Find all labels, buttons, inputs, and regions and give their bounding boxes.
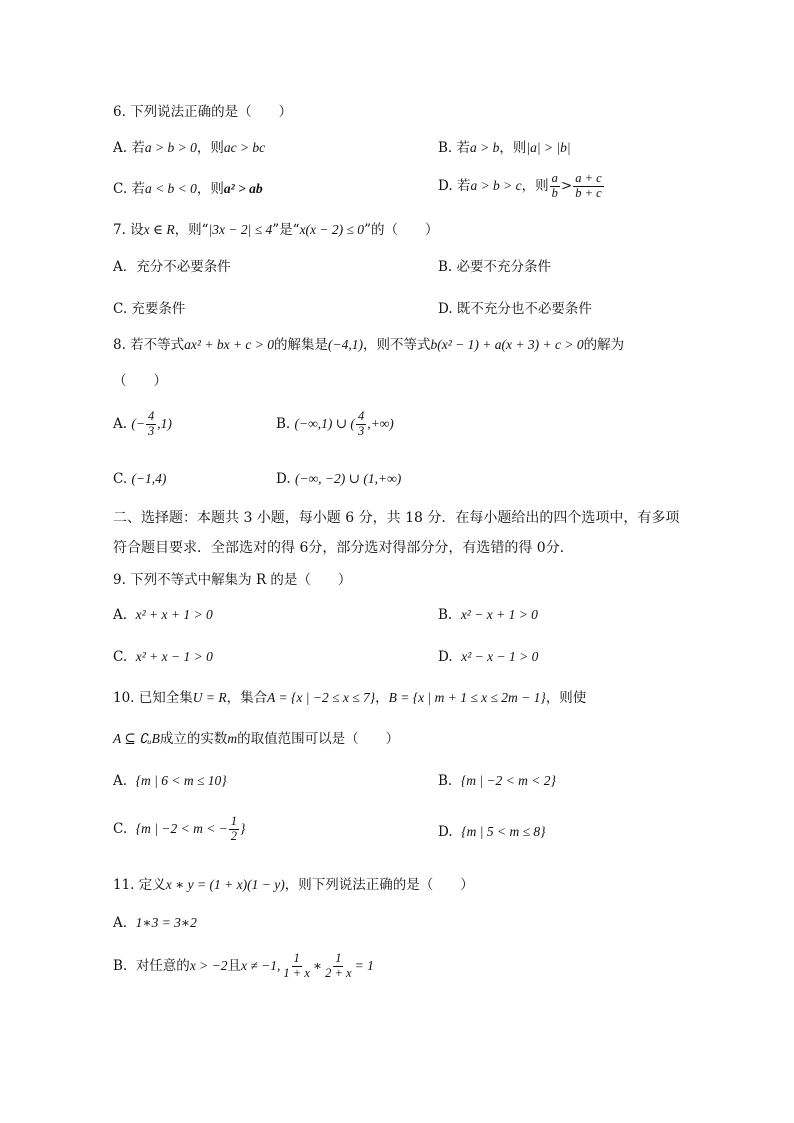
q10-option-b (438, 773, 556, 789)
option-label: D. (438, 177, 453, 194)
math-expr: (−4,1) (328, 337, 364, 352)
math-expr: = 1 (354, 957, 374, 973)
option-label: B. (113, 957, 128, 974)
stem-text: 11. 定义 (113, 877, 166, 893)
option-label: C. (113, 181, 128, 197)
fraction-denominator: 3 (147, 423, 155, 438)
math-expr: x ∈ R (143, 222, 175, 237)
stem-text: ”是“ (272, 222, 300, 238)
math-expr: {m | −2 < m < − (135, 820, 228, 836)
math-expr: ,+∞) (367, 415, 394, 431)
math-expr: ax² + bx + c > 0 (184, 337, 275, 352)
section-heading-line1: 二、选择题：本题共 3 小题，每小题 6 分，共 18 分．在每小题给出的四个选项中，有多项 (113, 510, 680, 526)
math-expr: a > b > 0 (144, 140, 197, 155)
fraction-numerator: 4 (147, 409, 155, 423)
stem-text: 的解为 (583, 337, 625, 353)
option-label: B. (276, 415, 291, 432)
stem-text: 成立的实数 (159, 731, 228, 747)
q8-option-c (113, 471, 166, 487)
math-expr: m (227, 731, 238, 746)
math-expr: U = R (192, 690, 227, 705)
math-expr: x² + x + 1 > 0 (135, 607, 213, 622)
math-expr: |3x − 2| ≤ 4 (208, 222, 273, 237)
math-expr: } (240, 820, 246, 836)
math-expr: (−∞,1) ∪ ( (294, 415, 355, 431)
fraction (550, 172, 560, 201)
option-label: A. (113, 607, 128, 623)
fraction-numerator: 1 (335, 951, 342, 965)
math-expr: |a| > |b| (526, 140, 571, 155)
option-label: D. (276, 471, 291, 487)
math-expr: a > b (470, 140, 500, 155)
option-label: D. (438, 649, 453, 665)
option-text: 对任意的 (135, 957, 190, 974)
stem-text: ，则“ (174, 222, 209, 238)
stem-text: ，则不等式 (363, 337, 431, 353)
option-text: ，则 (196, 181, 224, 197)
math-expr: a > b > c (470, 177, 522, 193)
q11-option-a (113, 915, 197, 931)
math-expr: x > −2 (189, 957, 228, 973)
stem-text: 7. 设 (113, 222, 144, 238)
option-text: 且 (227, 957, 242, 974)
q7-option-a: A．充分不必要条件 (113, 259, 231, 275)
math-expr: A = {x | −2 ≤ x ≤ 7} (267, 690, 376, 705)
q11-stem (113, 877, 474, 893)
option-text: ，则 (521, 177, 549, 194)
option-label: C. (113, 649, 128, 665)
q8-stem-paren: （ ） (113, 373, 167, 389)
q8-option-a (113, 410, 172, 439)
math-expr: (− (131, 415, 145, 431)
fraction-denominator: b + c (575, 185, 602, 200)
math-expr: {m | −2 < m < 2} (460, 773, 556, 788)
math-expr: x² + x − 1 > 0 (135, 649, 213, 664)
fraction (281, 952, 311, 981)
option-label: A. (113, 140, 128, 156)
section-heading-line2: 符合题目要求．全部选对的得 6分，部分选对得部分分，有选错的得 0分． (113, 540, 574, 556)
q10-stem (113, 690, 586, 706)
stem-text: 的解集是 (274, 337, 329, 353)
stem-text: 的取值范围可以是（ ） (237, 731, 400, 747)
fraction-denominator: 2 + x (325, 965, 352, 980)
q6-stem: 6. 下列说法正确的是（ ） (113, 104, 293, 120)
fraction-numerator: 1 (293, 951, 300, 965)
stem-text: ，集合 (226, 690, 268, 706)
stem-text: 8. 若不等式 (113, 337, 185, 353)
q6-option-a (113, 140, 265, 156)
math-expr: x ≠ −1, (241, 957, 281, 973)
q6-option-d (438, 172, 605, 201)
math-expr: a < b < 0 (144, 181, 197, 196)
q9-option-d (438, 649, 538, 665)
q8-stem (113, 337, 624, 353)
fraction-numerator: 1 (230, 814, 238, 828)
fraction (356, 410, 366, 439)
option-text: 若 (131, 140, 145, 156)
math-expr: x² − x − 1 > 0 (461, 649, 539, 664)
q10-stem-line2 (113, 731, 399, 747)
fraction-denominator: 3 (357, 423, 365, 438)
q8-option-b (276, 410, 394, 439)
option-text: 若 (456, 177, 471, 194)
option-label: A. (113, 415, 128, 432)
option-label: D. (438, 824, 453, 840)
stem-text: 10. 已知全集 (113, 690, 193, 706)
q7-stem (113, 222, 438, 238)
q8-option-d (276, 471, 401, 487)
option-text: ，则 (196, 140, 224, 156)
q10-option-c (113, 815, 245, 844)
fraction-numerator: a (551, 171, 558, 185)
q9-option-a (113, 607, 213, 623)
fraction-denominator: b (551, 185, 558, 200)
math-expr: {m | 5 < m ≤ 8} (461, 824, 546, 839)
option-label: C. (113, 471, 128, 487)
q7-option-b: B. 必要不充分条件 (438, 259, 552, 275)
math-expr: ,1) (157, 415, 172, 431)
fraction (146, 410, 156, 439)
stem-text: ， (375, 690, 389, 706)
math-expr: ac > bc (223, 140, 266, 155)
q7-option-d: D. 既不充分也不必要条件 (438, 301, 592, 317)
q11-option-b (113, 952, 374, 981)
math-expr: 1∗3 = 3∗2 (135, 915, 197, 930)
math-expr: b(x² − 1) + a(x + 3) + c > 0 (430, 337, 584, 352)
option-label: B. (438, 607, 453, 623)
math-expr: A ⊆ ∁ᵤB (113, 731, 160, 746)
stem-text: ，则使 (545, 690, 587, 706)
math-operator: > (560, 177, 573, 194)
math-expr: {m | 6 < m ≤ 10} (135, 773, 227, 788)
stem-text: ，则下列说法正确的是（ ） (284, 877, 474, 893)
fraction (323, 952, 353, 981)
math-expr: a² > ab (223, 181, 263, 196)
option-label: C. (113, 820, 128, 837)
option-text: 若 (456, 140, 471, 156)
q7-option-c: C. 充要条件 (113, 301, 186, 317)
fraction-denominator: 2 (230, 828, 238, 843)
option-label: A. (113, 915, 128, 931)
math-operator: ∗ (312, 957, 323, 973)
option-text: 若 (131, 181, 145, 197)
q6-option-b (438, 140, 571, 156)
fraction (573, 172, 603, 201)
math-expr: x² − x + 1 > 0 (460, 607, 538, 622)
option-label: B. (438, 140, 453, 156)
q10-option-a (113, 773, 227, 789)
fraction-numerator: 4 (357, 409, 365, 423)
fraction-numerator: a + c (575, 171, 602, 185)
q9-option-c (113, 649, 213, 665)
q6-option-c (113, 181, 263, 197)
q9-option-b (438, 607, 538, 623)
math-expr: (−1,4) (131, 471, 167, 486)
stem-text: ”的（ ） (364, 222, 439, 238)
option-label: B. (438, 773, 453, 789)
q9-stem: 9. 下列不等式中解集为 R 的是（ ） (113, 572, 352, 588)
math-expr: B = {x | m + 1 ≤ x ≤ 2m − 1} (388, 690, 546, 705)
math-expr: x ∗ y = (1 + x)(1 − y) (165, 877, 285, 892)
fraction (229, 815, 239, 844)
math-expr: x(x − 2) ≤ 0 (299, 222, 365, 237)
q10-option-d (438, 824, 546, 840)
fraction-denominator: 1 + x (283, 965, 310, 980)
option-text: ，则 (499, 140, 527, 156)
math-expr: (−∞, −2) ∪ (1,+∞) (294, 471, 402, 486)
option-label: A. (113, 773, 128, 789)
